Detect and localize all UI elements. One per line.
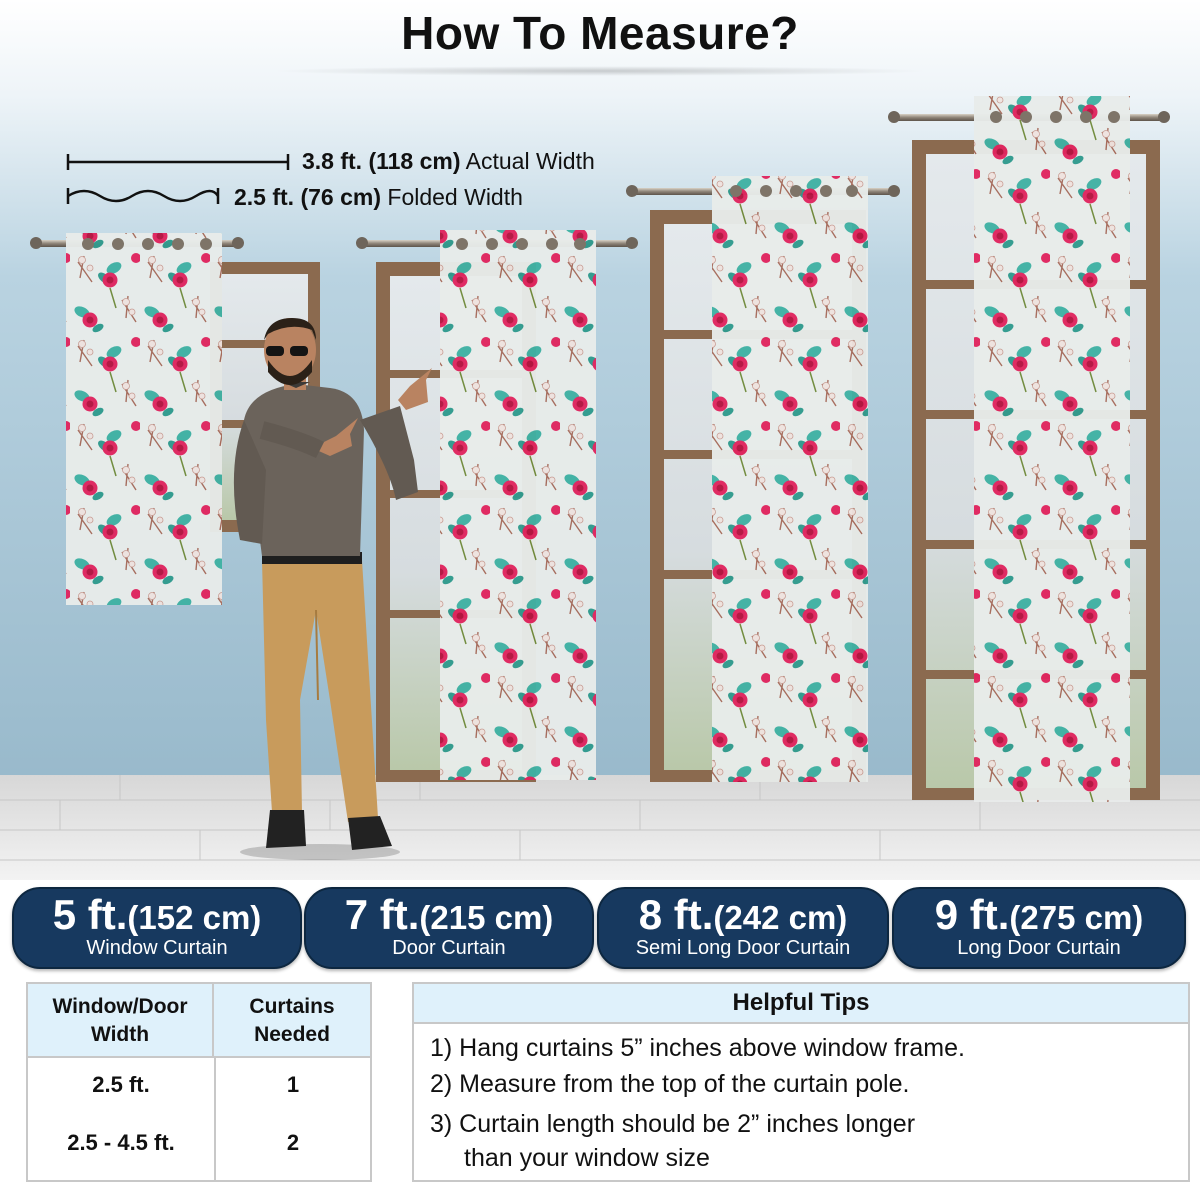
size-pill-semi-long — [597, 887, 889, 969]
size-cm: (242 cm) — [713, 899, 848, 936]
table-header-width-line1: Window/Door — [52, 995, 188, 1018]
title-underline-shadow — [270, 66, 930, 76]
table-row-1-width: 2.5 ft. — [92, 1072, 150, 1097]
size-ft: 8 ft. — [638, 891, 714, 938]
tip-3-continued: than your window size — [464, 1144, 710, 1172]
helpful-tips-box — [412, 982, 1190, 1182]
actual-width-label — [302, 148, 595, 175]
tip-3: 3) Curtain length should be 2” inches longer — [430, 1110, 916, 1138]
size-label: Long Door Curtain — [957, 937, 1121, 959]
folded-width-text: Folded Width — [387, 184, 523, 210]
size-ft: 7 ft. — [344, 891, 420, 938]
size-pill-door — [304, 887, 594, 969]
curtain-window — [66, 233, 222, 605]
folded-width-label — [234, 184, 523, 211]
tip-1: 1) Hang curtains 5” inches above window frame. — [430, 1034, 965, 1062]
table-row-2-width: 2.5 - 4.5 ft. — [67, 1130, 175, 1155]
size-ft: 5 ft. — [52, 891, 128, 938]
tip-2: 2) Measure from the top of the curtain pole. — [430, 1070, 910, 1098]
curtain-long — [974, 96, 1130, 802]
table-row-2-needed: 2 — [286, 1130, 300, 1155]
page-title: How To Measure? — [401, 7, 799, 59]
size-label: Window Curtain — [86, 937, 228, 959]
curtains-needed-table — [26, 982, 372, 1182]
size-cm: (275 cm) — [1009, 899, 1144, 936]
size-cm: (215 cm) — [419, 899, 554, 936]
folded-width-value: 2.5 ft. (76 cm) — [234, 184, 381, 210]
table-header-needed — [214, 984, 370, 1058]
tips-title: Helpful Tips — [414, 984, 1188, 1024]
size-cm: (152 cm) — [127, 899, 262, 936]
size-label: Semi Long Door Curtain — [635, 937, 851, 959]
table-header-needed-line1: Curtains — [249, 995, 335, 1018]
size-pill-long — [892, 887, 1186, 969]
table-row-1-needed: 1 — [286, 1072, 300, 1097]
table-header-width — [28, 984, 214, 1058]
size-ft: 9 ft. — [934, 891, 1010, 938]
curtain-door — [440, 230, 596, 780]
curtain-semi-long — [712, 176, 868, 782]
size-pill-window — [12, 887, 302, 969]
table-header-needed-line2: Needed — [254, 1023, 330, 1046]
actual-width-text: Actual Width — [465, 148, 595, 174]
size-label: Door Curtain — [392, 937, 506, 959]
table-header-width-line2: Width — [90, 1023, 150, 1046]
actual-width-value: 3.8 ft. (118 cm) — [302, 148, 461, 174]
